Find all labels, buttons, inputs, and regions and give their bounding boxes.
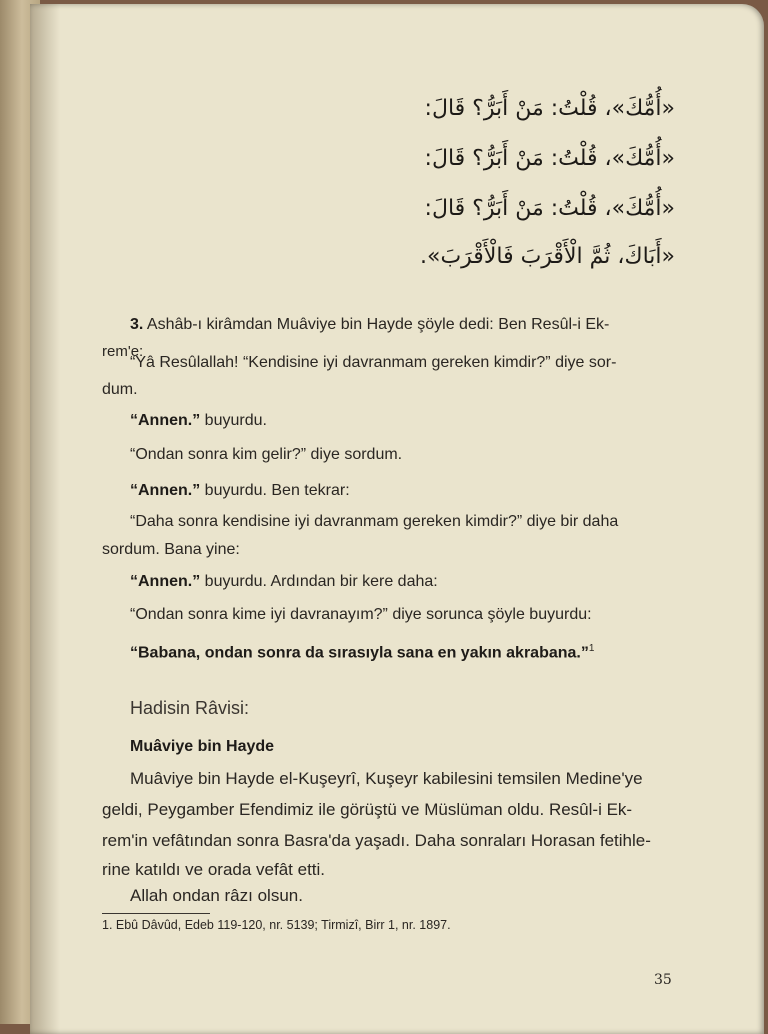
question-3-line-1: “Daha sonra kendisine iyi davranmam gereken kimdir?” diye bir daha [130,513,619,530]
answer-2 [130,476,350,506]
answer-1-tail: buyurdu. [200,412,267,429]
narrator-bio-line-2: geldi, Peygamber Efendimiz ile görüştü ve Müslüman oldu. Resûl-i Ek- [102,800,633,819]
hadith-intro-text: Ashâb-ı kirâmdan Muâviye bin Hayde şöyle dedi: Ben Resûl-i Ek- [146,316,610,333]
footnote-rule [102,913,210,914]
hadith-intro-line-1 [130,310,609,340]
narrator-name-bold: Muâviye bin Hayde [130,738,275,755]
hadith-number: 3. [130,316,144,333]
narrator-bio-line-3: rem'in vefâtından sonra Basra'da yaşadı. Daha sonraları Horasan fetihle- [102,831,651,850]
final-answer [130,634,594,668]
final-answer-bold: “Babana, ondan sonra da sırasıyla sana en yakın akrabana.” [130,644,589,662]
answer-1 [130,406,267,436]
page-content [70,0,675,1024]
arabic-line-1: «أُمُّكَ»، قُلْتُ: مَنْ أَبَرُّ؟ قَالَ: [424,96,675,121]
question-3-line-2: sordum. Bana yine: [102,541,240,558]
arabic-line-4: «أَبَاكَ، ثُمَّ الْأَقْرَبَ فَالْأَقْرَبَ». [420,244,675,269]
narrator-name [130,732,274,762]
answer-3-bold: “Annen.” [130,573,201,590]
answer-1-bold: “Annen.” [130,412,201,429]
gutter-shadow [30,4,60,1034]
narrator-section-title: Hadisin Râvisi: [130,698,250,718]
hadith-intro-line-2: rem'e: [102,343,144,360]
arabic-line-3: «أُمُّكَ»، قُلْتُ: مَنْ أَبَرُّ؟ قَالَ: [424,196,675,221]
footnote-text: 1. Ebû Dâvûd, Edeb 119-120, nr. 5139; Tirmizî, Birr 1, nr. 1897. [102,918,451,932]
question-1-line-1: “Yâ Resûlallah! “Kendisine iyi davranmam gereken kimdir?” diye sor- [130,354,617,371]
page-number: 35 [654,972,672,988]
answer-2-tail: buyurdu. Ben tekrar: [200,482,350,499]
closing-prayer: Allah ondan râzı olsun. [130,886,303,905]
answer-3 [130,567,438,597]
answer-2-bold: “Annen.” [130,482,201,499]
narrator-bio-line-1: Muâviye bin Hayde el-Kuşeyrî, Kuşeyr kabilesini temsilen Medine'ye [130,769,643,788]
question-1-line-2: dum. [102,381,138,398]
narrator-bio-line-4: rine katıldı ve orada vefât etti. [102,860,326,879]
arabic-line-2: «أُمُّكَ»، قُلْتُ: مَنْ أَبَرُّ؟ قَالَ: [424,146,675,171]
answer-3-tail: buyurdu. Ardından bir kere daha: [200,573,438,590]
question-2: “Ondan sonra kim gelir?” diye sordum. [130,446,403,463]
footnote-marker: 1 [588,643,595,654]
question-4: “Ondan sonra kime iyi davranayım?” diye sorunca şöyle buyurdu: [130,606,592,623]
